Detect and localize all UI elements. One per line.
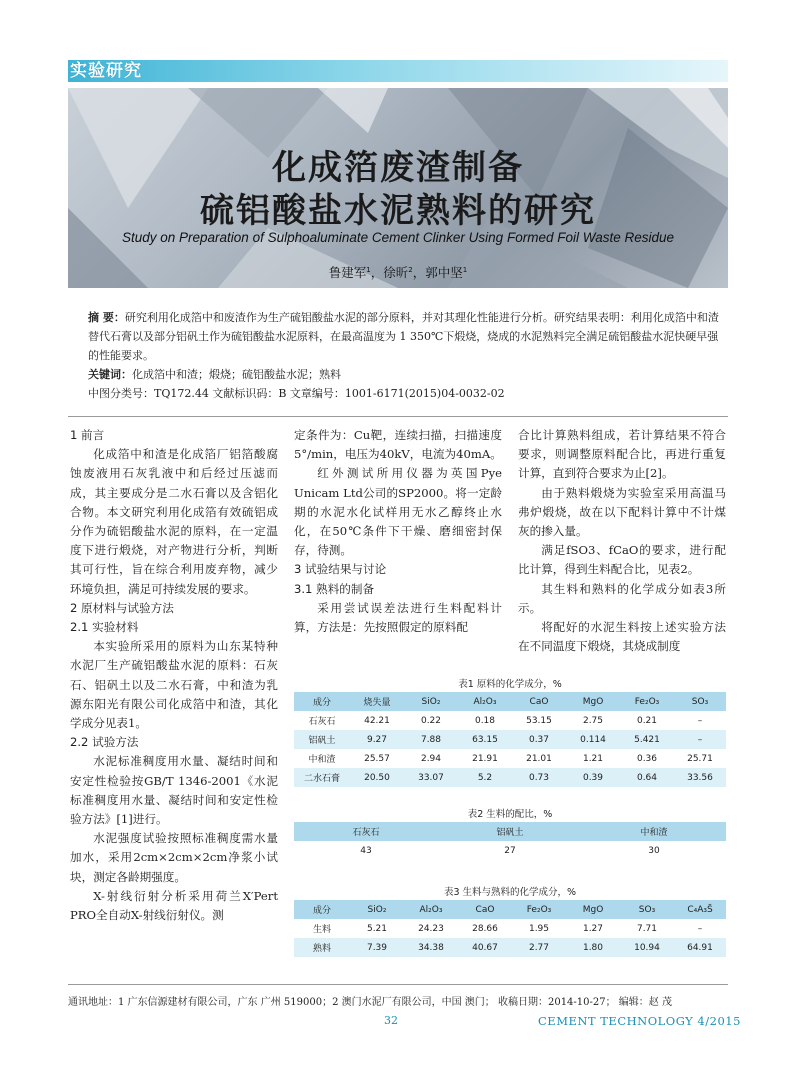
table-cell: 21.01: [526, 753, 552, 764]
table-cell: –: [697, 715, 703, 726]
section-heading: 2.1 实验材料: [70, 620, 139, 635]
abstract-paragraph: [88, 308, 723, 365]
author-name: 鲁建军: [328, 265, 367, 280]
footer-divider: [68, 984, 728, 985]
table-cell: 二水石膏: [303, 774, 340, 784]
table-cell: 20.50: [364, 772, 390, 783]
keywords-text: 化成箔中和渣；煅烧；硫铝酸盐水泥；熟料: [132, 368, 341, 381]
table-header-cell: C₄A₃S̄: [687, 904, 713, 915]
body-paragraph: 水泥强度试验按照标准稠度需水量加水，采用2cm×2cm×2cm净浆小试块，测定各龄期强度。: [70, 831, 278, 884]
table-header-cell: Al₂O₃: [419, 904, 443, 915]
body-paragraph: 红外测试所用仪器为英国Pye Unicam Ltd公司的SP2000。将一定龄期的水泥水化试样用无水乙醇终止水化，在50℃条件下干燥、磨细密封保存，待测。: [294, 466, 502, 558]
table-cell: 0.114: [580, 734, 606, 745]
author-separator: ，: [412, 265, 426, 280]
table-cell: 0.36: [636, 753, 658, 764]
table-cell: 0.18: [474, 715, 496, 726]
table-cell: 5.2: [477, 772, 493, 783]
table-cell: 熟料: [312, 944, 331, 954]
table-header-cell: 烧失量: [363, 698, 391, 708]
body-paragraph: 将配好的水泥生料按上述实验方法在不同温度下煅烧，其烧成制度: [518, 620, 726, 654]
author-affiliation: 1: [366, 265, 371, 274]
table-header-cell: CaO: [529, 696, 549, 707]
table-cell: 0.73: [528, 772, 550, 783]
body-paragraph: 本实验所采用的原料为山东某特种水泥厂生产硫铝酸盐水泥的原料：石灰石、铝矾土以及二水石膏，中和渣为乳源东阳光有限公司化成箔中和渣，其化学成分见表1。: [70, 639, 278, 731]
table-cell: 0.37: [528, 734, 550, 745]
author-affiliation: 2: [408, 265, 413, 274]
keywords-label: 关键词：: [88, 368, 132, 381]
table-cell: 63.15: [472, 734, 498, 745]
table-header-cell: SiO₂: [367, 904, 387, 915]
table-cell: 7.39: [366, 942, 388, 953]
table-row: [294, 841, 726, 860]
table-cell: 1.95: [528, 923, 550, 934]
author-affiliation: 1: [462, 265, 468, 274]
table3-meal-clinker-composition: [294, 900, 726, 957]
body-paragraph: 定条件为：Cu靶，连续扫描，扫描速度5°/min，电压为40kV，电流为40mA。: [294, 428, 502, 462]
section-heading: 3 试验结果与讨论: [294, 562, 387, 577]
english-subtitle: Study on Preparation of Sulphoaluminate Cement Clinker Using Formed Foil Waste Residue: [121, 230, 675, 245]
body-paragraph: 其生料和熟料的化学成分如表3所示。: [518, 581, 726, 615]
table-cell: 64.91: [687, 942, 713, 953]
body-paragraph: 采用尝试误差法进行生料配料计算，方法是：先按照假定的原料配: [294, 600, 502, 635]
title-banner: [68, 88, 728, 288]
author-name: 郭中坚: [425, 265, 463, 280]
table-header-cell: SiO₂: [421, 696, 441, 707]
table-row: [294, 730, 726, 749]
body-paragraph: 由于熟料煅烧为实验室采用高温马弗炉煅烧，故在以下配料计算中不计煤灰的掺入量。: [518, 485, 726, 539]
author-name: 徐昕: [383, 265, 409, 280]
section-tag-label: 实验研究: [70, 61, 142, 81]
body-paragraph: X-射线衍射分析采用荷兰X′Pert PRO全自动X-射线衍射仪。测: [70, 888, 278, 923]
body-paragraph: 合比计算熟料组成，若计算结果不符合要求，则调整原料配合比，再进行重复计算，直到符合要求为止[2]。: [518, 428, 726, 481]
table-cell: 21.91: [472, 753, 498, 764]
table-cell: 中和渣: [308, 755, 336, 765]
table-cell: 7.71: [636, 923, 658, 934]
page-number: 32: [384, 1014, 398, 1027]
table-cell: 石灰石: [308, 717, 336, 727]
table2-raw-meal-ratio: [294, 822, 726, 860]
table-row: [294, 749, 726, 768]
table-cell: 53.15: [526, 715, 552, 726]
abstract-block: [88, 308, 723, 403]
table-header-cell: SO₃: [691, 696, 709, 707]
body-paragraph: 满足fSO3、fCaO的要求，进行配比计算，得到生料配合比，见表2。: [518, 543, 726, 577]
keywords-line: [88, 365, 723, 384]
title-line-1: 化成箔废渣制备: [272, 148, 524, 188]
text-column-1: [70, 426, 278, 925]
table-cell: 30: [648, 845, 660, 856]
abstract-divider: [68, 416, 728, 417]
table-cell: 40.67: [472, 942, 498, 953]
table-header-cell: SO₃: [638, 904, 656, 915]
text-column-3: [518, 426, 726, 656]
table-cell: 33.56: [687, 772, 713, 783]
table-cell: 1.27: [582, 923, 604, 934]
table-cell: 25.71: [687, 753, 713, 764]
table-cell: 5.421: [634, 734, 660, 745]
table-cell: 5.21: [366, 923, 388, 934]
table1-raw-material-composition: [294, 692, 726, 787]
author-separator: ，: [370, 265, 384, 280]
table-cell: 33.07: [418, 772, 444, 783]
table-cell: –: [697, 923, 703, 934]
table-cell: 9.27: [366, 734, 388, 745]
table-cell: 1.21: [582, 753, 604, 764]
table-cell: 10.94: [634, 942, 660, 953]
section-heading: 3.1 熟料的制备: [294, 581, 375, 596]
table-header-cell: 成分: [312, 906, 331, 916]
table-cell: 2.94: [420, 753, 442, 764]
table-header-cell: 铝矾土: [496, 828, 524, 838]
table-header-cell: CaO: [475, 904, 495, 915]
table-cell: 铝矾土: [308, 736, 336, 746]
table-cell: 0.64: [636, 772, 658, 783]
table1-caption: 表1 原料的化学成分，%: [458, 679, 562, 690]
table-row: [294, 919, 726, 938]
table-header-cell: 成分: [312, 698, 331, 708]
table-header-cell: Fe₂O₃: [526, 904, 552, 915]
table-cell: 2.77: [528, 942, 550, 953]
table-cell: 28.66: [472, 923, 498, 934]
table-cell: 42.21: [364, 715, 390, 726]
journal-name: CEMENT TECHNOLOGY 4/2015: [538, 1014, 741, 1028]
author-line: [68, 263, 728, 281]
body-paragraph: 水泥标准稠度用水量、凝结时间和安定性检验按GB/T 1346-2001《水泥标准稠度用水量、凝结时间和安定性检验方法》[1]进行。: [70, 754, 278, 827]
table-row: [294, 938, 726, 957]
title-line-2: 硫铝酸盐水泥熟料的研究: [200, 191, 596, 231]
table-row: [294, 768, 726, 787]
table-header-cell: Fe₂O₃: [634, 696, 660, 707]
section-heading: 2.2 试验方法: [70, 735, 139, 750]
table-header-cell: 石灰石: [352, 828, 380, 838]
table-header-cell: MgO: [582, 904, 604, 915]
table-cell: 0.22: [420, 715, 442, 726]
table-cell: 0.21: [636, 715, 658, 726]
table-cell: 0.39: [582, 772, 604, 783]
table-cell: 2.75: [582, 715, 604, 726]
table2-caption: 表2 生料的配比，%: [467, 809, 553, 820]
table-header-cell: MgO: [582, 696, 604, 707]
table3-caption: 表3 生料与熟料的化学成分，%: [443, 887, 577, 898]
table-cell: 生料: [312, 925, 331, 935]
abstract-text: 研究利用化成箔中和废渣作为生产硫铝酸盐水泥的部分原料，并对其理化性能进行分析。研究结果表明：利用化成箔中和渣替代石膏以及部分铝矾土作为硫铝酸盐水泥原料，在最高温度为 1 350℃下煅烧，烧成的水泥熟料完全满足硫铝酸盐水泥快硬早强的性能要求。: [88, 311, 719, 362]
table-cell: –: [697, 734, 703, 745]
table-cell: 43: [360, 845, 372, 856]
table-cell: 1.80: [582, 942, 604, 953]
table-cell: 34.38: [418, 942, 444, 953]
table-cell: 7.88: [420, 734, 442, 745]
table-cell: 24.23: [418, 923, 444, 934]
table-cell: 25.57: [364, 753, 390, 764]
text-column-2: [294, 426, 502, 637]
classification-line: 中图分类号：TQ172.44 文献标识码：B 文章编号：1001-6171(2015)04-0032-02: [88, 387, 505, 400]
footer-note: 通讯地址：1 广东信源建材有限公司，广东 广州 519000；2 澳门水泥厂有限公司，中国 澳门； 收稿日期：2014-10-27； 编辑：赵 茂: [68, 997, 672, 1008]
table-cell: 27: [504, 845, 516, 856]
table-row: [294, 711, 726, 730]
body-paragraph: 化成箔中和渣是化成箔厂铝箔酸腐蚀废液用石灰乳液中和后经过压滤而成，其主要成分是二水石膏以及含铝化合物。本文研究利用化成箔有效硫铝成分作为硫铝酸盐水泥的原料，在一定温度下进行煅烧，对产物进行分析，判断其可行性，旨在综合利用废弃物，减少环境负担，满足可持续发展的要求。: [70, 447, 278, 596]
section-heading: 2 原材料与试验方法: [70, 600, 174, 615]
section-tag: [68, 60, 728, 82]
section-heading: 1 前言: [70, 428, 105, 442]
table-header-cell: 中和渣: [640, 828, 668, 838]
table-header-cell: Al₂O₃: [473, 696, 497, 707]
abstract-label: 摘 要：: [88, 311, 125, 324]
